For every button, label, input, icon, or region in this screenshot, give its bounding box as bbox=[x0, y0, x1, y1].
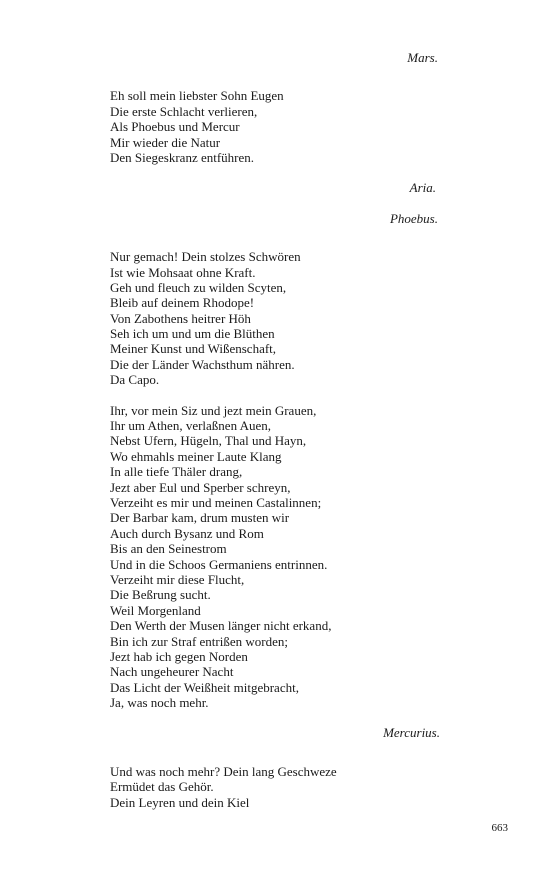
verse-line: Geh und fleuch zu wilden Scyten, bbox=[110, 279, 287, 295]
verse-line: Jezt hab ich gegen Norden bbox=[110, 648, 248, 664]
verse-line: Nebst Ufern, Hügeln, Thal und Hayn, bbox=[110, 433, 307, 449]
verse-line: Auch durch Bysanz und Rom bbox=[110, 525, 264, 541]
da-capo: Da Capo. bbox=[110, 372, 160, 388]
verse-line: Dein Leyren und dein Kiel bbox=[110, 794, 250, 810]
page-number: 663 bbox=[491, 822, 508, 834]
spacer bbox=[110, 388, 440, 403]
verse-line: Nur gemach! Dein stolzes Schwören bbox=[110, 249, 301, 265]
speaker-mars: Mars. bbox=[407, 50, 438, 65]
verse-line: Ja, was noch mehr. bbox=[110, 695, 209, 711]
verse-line: Das Licht der Weißheit mitgebracht, bbox=[110, 679, 299, 695]
verse-line: Als Phoebus und Mercur bbox=[110, 119, 240, 135]
spacer bbox=[110, 196, 440, 211]
verse-line: Den Siegeskranz entführen. bbox=[110, 149, 255, 165]
verse-line: Eh soll mein liebster Sohn Eugen bbox=[110, 88, 284, 104]
verse-line: Seh ich um und um die Blüthen bbox=[110, 326, 275, 342]
verse-line: Den Werth der Musen länger nicht erkand, bbox=[110, 618, 332, 634]
speaker-mercurius: Mercurius. bbox=[383, 725, 440, 741]
verse-line: Die der Länder Wachsthum nähren. bbox=[110, 356, 295, 372]
verse-line: Und was noch mehr? Dein lang Geschweze bbox=[110, 763, 337, 779]
verse-line: Bleib auf deinem Rhodope! bbox=[110, 295, 255, 311]
verse-line: Nach ungeheurer Nacht bbox=[110, 664, 234, 680]
verse-line: Ermüdet das Gehör. bbox=[110, 779, 214, 795]
spacer bbox=[110, 65, 440, 88]
stanza-mercurius bbox=[110, 764, 440, 810]
verse-line: Bin ich zur Straf entrißen worden; bbox=[110, 633, 288, 649]
speaker-phoebus: Phoebus. bbox=[389, 210, 438, 226]
verse-line: Die erste Schlacht verlieren, bbox=[110, 103, 258, 119]
verse-line: Jezt aber Eul und Sperber schreyn, bbox=[110, 479, 291, 495]
verse-line: Wo ehmahls meiner Laute Klang bbox=[110, 448, 282, 464]
verse-line: Verzeiht mir diese Flucht, bbox=[110, 571, 245, 587]
stanza-phoebus-2 bbox=[110, 403, 440, 711]
aria-heading: Aria. bbox=[409, 180, 436, 196]
verse-line: Mir wieder die Natur bbox=[110, 134, 221, 150]
stanza-mars bbox=[110, 88, 440, 165]
verse-line: Ihr, vor mein Siz und jezt mein Grauen, bbox=[110, 402, 317, 418]
verse-line: Ist wie Mohsaat ohne Kraft. bbox=[110, 264, 256, 280]
spacer bbox=[110, 741, 440, 764]
verse-line: In alle tiefe Thäler drang, bbox=[110, 464, 243, 480]
verse-line: Und in die Schoos Germaniens entrinnen. bbox=[110, 556, 328, 572]
verse-line: Der Barbar kam, drum musten wir bbox=[110, 510, 290, 526]
stanza-phoebus-1 bbox=[110, 249, 440, 388]
verse-line: Bis an den Seinestrom bbox=[110, 541, 227, 557]
verse-line: Die Beßrung sucht. bbox=[110, 587, 211, 603]
verse-line: Ihr um Athen, verlaßnen Auen, bbox=[110, 418, 272, 434]
verse-line: Weil Morgenland bbox=[110, 602, 201, 618]
text-column bbox=[110, 50, 440, 810]
verse-line: Von Zabothens heitrer Höh bbox=[110, 310, 251, 326]
verse-line: Meiner Kunst und Wißenschaft, bbox=[110, 341, 277, 357]
spacer bbox=[110, 165, 440, 180]
verse-line: Verzeiht es mir und meinen Castalinnen; bbox=[110, 494, 322, 510]
spacer bbox=[110, 226, 440, 249]
spacer bbox=[110, 710, 440, 725]
